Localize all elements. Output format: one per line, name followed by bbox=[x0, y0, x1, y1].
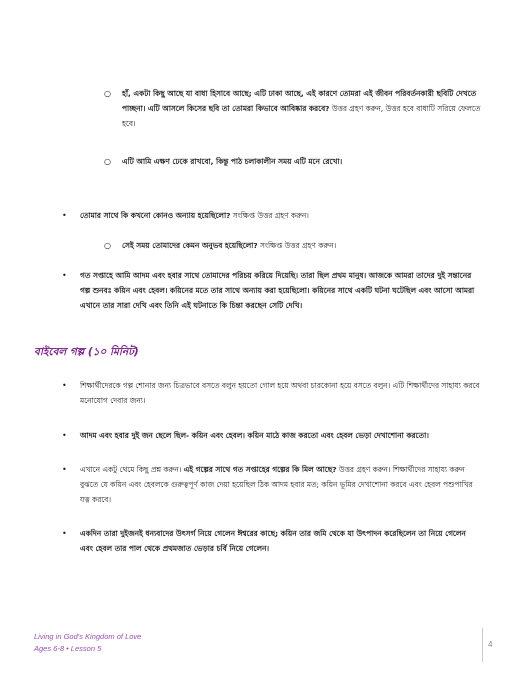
bullet-icon: • bbox=[62, 431, 67, 440]
item-instruction-text: উত্তর গ্রহণ করুন। শিক্ষার্থীদের সাহায্য করুন বুঝতে যে কয়িন এবং হেবলকে গুরুত্বপূর্ণ কাজ দেয়া হয়েছিল ঠিক আদম হবার মত; কয়িন ভূমির দেখাশোনা করবে এবং হেবল পশুপাখির যত্ন করবে। bbox=[80, 465, 473, 504]
footer-divider bbox=[482, 628, 483, 662]
bullet-icon: • bbox=[62, 465, 67, 474]
item-bold-text: এটি আমি এক্ষণ ঢেকে রাখবো, কিন্তু পাঠ চলাকালীন সময় এটি মনে রেখো। bbox=[122, 157, 343, 166]
bullet-icon: • bbox=[62, 271, 67, 280]
recap-text: গত সপ্তাহে আমি আদম এবং হবার সাথে তোমাদের পরিচয় করিয়ে দিয়েছি। তারা ছিল প্রথম মানুষ। আজকে আমরা তাদের দুই সন্তানের গল্প শুনবঃ কয়িন এবং হেবল। কয়িনের মতে তার সাথে অন্যায় করা হয়েছিলো। কয়িনের সাথে একটি ঘটনা ঘটেছিল এবং আসো আমরা এখানে তার সারা দেখি এবং তিনি এই ঘটনাতে কি চিন্তা করছেন সেটি দেখি। bbox=[80, 271, 475, 310]
item-bold-text: হাঁ, একটা কিছু আছে যা বাধা হিসাবে আছে; এটি ঢাকা আছে, এই কারণে তোমরা এই জীবন পরিবর্তনকারী ছবিটি দেখতে পাচ্ছনা। এটি আসলে কিসের ছবি তা তোমরা কিভাবে আবিষ্কার করবে? bbox=[122, 89, 477, 113]
footer-title: Living in God's Kingdom of Love bbox=[34, 632, 142, 641]
bullet-icon: • bbox=[62, 381, 67, 390]
section-heading: বাইবেল গল্প (১০ মিনিট) bbox=[34, 346, 139, 358]
page-number: 4 bbox=[488, 640, 493, 649]
circle-bullet-icon: ○ bbox=[104, 241, 111, 250]
item-bold-text: সেই সময় তোমাদের কেমন অনুভব হয়েছিলো? bbox=[122, 241, 258, 250]
item-bold-text: এই গল্পের সাথে গত সপ্তাহের গল্পের কি মিল আছে? bbox=[183, 465, 337, 474]
bullet-icon: • bbox=[62, 211, 67, 220]
item-bold-text: আদম এবং হবার দুই জন ছেলে ছিল- কয়িন এবং হেবল। কয়িন মাঠে কাজ করতো এবং হেবল ভেড়া দেখাশোনা করতো। bbox=[80, 431, 429, 440]
bullet-icon: • bbox=[62, 529, 67, 538]
footer-subtitle: Ages 6-8 • Lesson 5 bbox=[34, 644, 102, 653]
circle-bullet-icon: ○ bbox=[104, 157, 111, 166]
item-instruction-text: সংক্ষিপ্ত উত্তর গ্রহণ করুন। bbox=[230, 211, 309, 220]
circle-bullet-icon: ○ bbox=[104, 89, 111, 98]
item-bold-text: একদিন তারা দুইজনই ধন্যবাদের উৎসর্গ নিয়ে গেলেন ঈশ্বরের কাছে; কয়িন তার জমি থেকে যা উৎপাদন করেছিলেন তা নিয়ে গেলেন এবং হেবল তার পাল থেকে প্রথমজাত ভেড়ার চর্বি নিয়ে গেলেন। bbox=[80, 529, 466, 553]
item-instruction-text: সংক্ষিপ্ত উত্তর গ্রহণ করুন। bbox=[257, 241, 337, 250]
item-instruction-text: এখানে একটু থেমে কিছু প্রশ্ন করুন। bbox=[80, 465, 184, 474]
item-instruction-text: উত্তর গ্রহণ করুন, উত্তর হবে বাধাটি সরিয়ে ফেলতে হবে। bbox=[122, 104, 481, 128]
item-bold-text: তোমার সাথে কি কখনো কোনও অন্যায় হয়েছিলো? bbox=[80, 211, 231, 220]
item-instruction-text: শিক্ষার্থীদেরকে গল্প শোনার জন্য চিত্রভাবে বসতে বলুন হয়তো গোল হয়ে অথবা চারকোনা হয়ে বসতে বলুন। এটি শিক্ষার্থীদের সাহায্য করবে মনোযোগ দেবার জন্য। bbox=[80, 381, 480, 405]
